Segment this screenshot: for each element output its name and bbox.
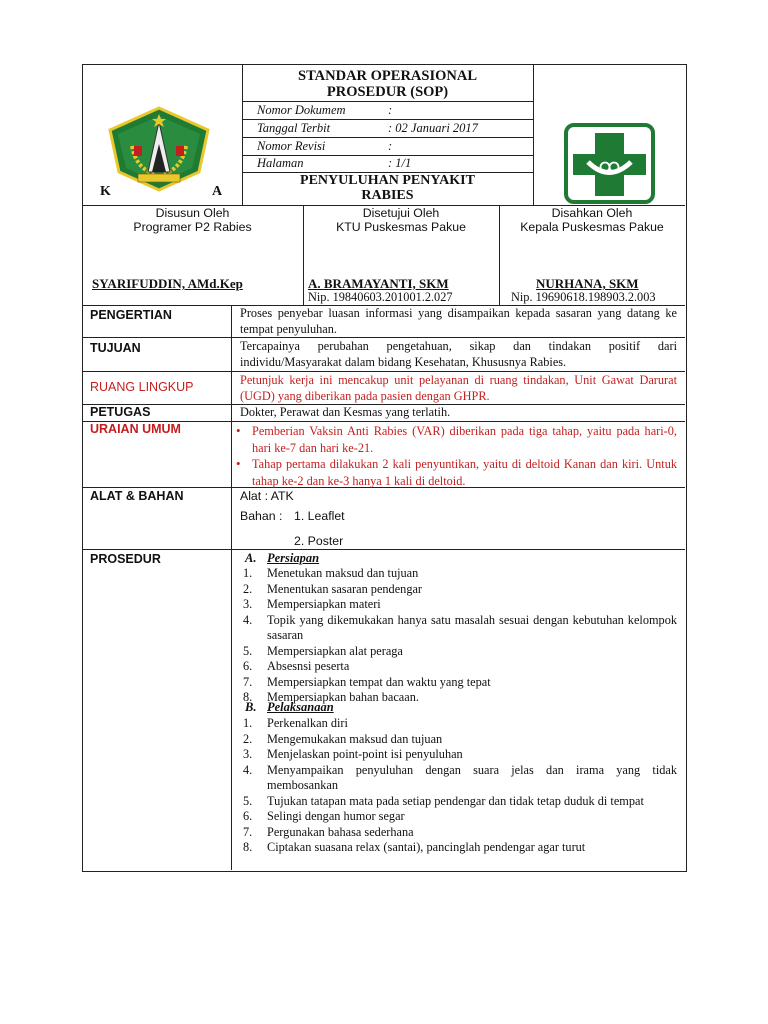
sop-document — [82, 64, 687, 872]
meta-value: : — [388, 103, 393, 117]
alat-text: Alat : ATK — [240, 489, 294, 503]
list-item: • Tahap pertama dilakukan 2 kali penyuntikan, yaitu di deltoid Kanan dan kiri. Untuk tahap ke-2 dan ke-3 hanya 1 kali di deltoid. — [236, 456, 677, 488]
list-item: 2. Menentukan sasaran pendengar — [243, 581, 423, 596]
prosedur-a-title: Persiapan — [267, 551, 320, 565]
pelaksanaan-list — [240, 716, 677, 856]
list-item: 6. Selingi dengan humor segar — [243, 809, 405, 823]
list-item: 5. Mempersiapkan alat peraga — [243, 643, 403, 658]
approval-name: A. BRAMAYANTI, SKM — [308, 276, 449, 291]
prosedur-a-number: A. — [245, 551, 257, 565]
list-item: 7. Pergunakan bahasa sederhana — [243, 824, 414, 839]
logo-letter-a: A — [212, 184, 223, 199]
bullet-icon: • — [236, 456, 241, 471]
list-item: 6. Absesnsi peserta — [243, 659, 350, 673]
list-item: 1. Perkenalkan diri — [243, 716, 348, 730]
section-label-uraian-umum: URAIAN UMUM — [90, 422, 181, 436]
approval-role: Disahkan Oleh — [551, 206, 633, 220]
divider — [242, 101, 533, 102]
list-item: 4. Topik yang dikemukakan hanya satu masalah sesuai dengan kebutuhan kelompok sasaran — [243, 612, 677, 642]
list-item: 8. Mempersiapkan bahan bacaan. — [243, 690, 419, 704]
section-label-alat-bahan: ALAT & BAHAN — [90, 489, 184, 503]
bullet-icon: • — [236, 423, 241, 438]
meta-label: Nomor Revisi — [257, 139, 326, 153]
approval-name: NURHANA, SKM — [536, 276, 639, 291]
persiapan-list — [240, 566, 677, 706]
sop-subtitle-line2: RABIES — [361, 188, 414, 203]
divider — [242, 119, 533, 120]
prosedur-b-number: B. — [245, 700, 257, 714]
section-text-tujuan: Tercapainya perubahan pengetahuan, sikap dan tindakan positif dari individu/Masyarakat dalam bidang Kesehatan, Khususnya Rabies. — [240, 339, 677, 369]
section-text-pengertian: Proses penyebar luasan informasi yang disampaikan kepada sasaran yang datang ke tempat penyuluhan. — [240, 306, 677, 336]
regency-emblem — [104, 106, 214, 192]
list-item: • Pemberian Vaksin Anti Rabies (VAR) diberikan pada tiga tahap, yaitu pada hari-0, hari ke-7 dan hari ke-21. — [236, 423, 677, 455]
approval-position: Kepala Puskesmas Pakue — [520, 220, 664, 234]
approval-role: Disetujui Oleh — [362, 206, 440, 220]
logo-letter-k: K — [100, 184, 111, 199]
approval-position: KTU Puskesmas Pakue — [336, 220, 466, 234]
sop-title-line1: STANDAR OPERASIONAL — [298, 68, 477, 84]
list-item: 3. Mempersiapkan materi — [243, 597, 381, 611]
approval-role: Disusun Oleh — [155, 206, 230, 220]
bahan-prefix: Bahan : — [240, 509, 283, 523]
bahan-item: 1. Leaflet — [294, 509, 345, 523]
section-label-petugas: PETUGAS — [90, 405, 151, 419]
section-text-petugas: Dokter, Perawat dan Kesmas yang terlatih. — [240, 405, 451, 419]
sop-title-line2: PROSEDUR (SOP) — [326, 84, 449, 100]
list-item: 5. Tujukan tatapan mata pada setiap pendengar dan tidak tetap duduk di tempat — [243, 793, 644, 808]
puskesmas-logo — [562, 121, 657, 206]
list-item: 4. Menyampaikan penyuluhan dengan suara jelas dan irama yang tidak membosankan — [243, 762, 677, 792]
list-item: 2. Mengemukakan maksud dan tujuan — [243, 731, 443, 746]
approval-nip: Nip. 19690618.198903.2.003 — [511, 290, 656, 304]
section-label-ruang-lingkup: RUANG LINGKUP — [90, 380, 194, 394]
approval-nip: Nip. 19840603.201001.2.027 — [308, 290, 453, 304]
divider — [242, 137, 533, 138]
section-label-tujuan: TUJUAN — [90, 341, 141, 355]
approval-position: Programer P2 Rabies — [133, 220, 252, 234]
divider — [533, 64, 534, 205]
meta-label: Halaman — [257, 156, 304, 170]
divider — [82, 371, 685, 372]
sop-subtitle-line1: PENYULUHAN PENYAKIT — [300, 173, 475, 188]
meta-value: : 02 Januari 2017 — [388, 121, 478, 135]
list-item: 7. Mempersiapkan tempat dan waktu yang tepat — [243, 674, 491, 689]
meta-value: : — [388, 139, 393, 153]
section-label-pengertian: PENGERTIAN — [90, 308, 172, 322]
section-label-prosedur: PROSEDUR — [90, 552, 161, 566]
list-item: 3. Menjelaskan point-point isi penyuluhan — [243, 747, 463, 761]
divider — [231, 305, 232, 870]
divider — [82, 337, 685, 338]
uraian-list — [234, 423, 677, 489]
prosedur-b-title: Pelaksanaan — [267, 700, 334, 714]
divider — [82, 549, 685, 550]
bahan-item: 2. Poster — [294, 534, 344, 548]
section-text-ruang-lingkup: Petunjuk kerja ini mencakup unit pelayanan di ruang tindakan, Unit Gawat Darurat (UGD) yang diberikan pada pasien dengan GHPR. — [240, 373, 677, 403]
meta-label: Nomor Dokumem — [257, 103, 346, 117]
list-item: 8. Ciptakan suasana relax (santai), pancinglah pendengar agar turut — [243, 840, 586, 854]
list-item: 1. Menetukan maksud dan tujuan — [243, 566, 419, 580]
approval-name: SYARIFUDDIN, AMd.Kep — [92, 276, 243, 291]
meta-label: Tanggal Terbit — [257, 121, 331, 135]
meta-value: : 1/1 — [388, 156, 412, 170]
